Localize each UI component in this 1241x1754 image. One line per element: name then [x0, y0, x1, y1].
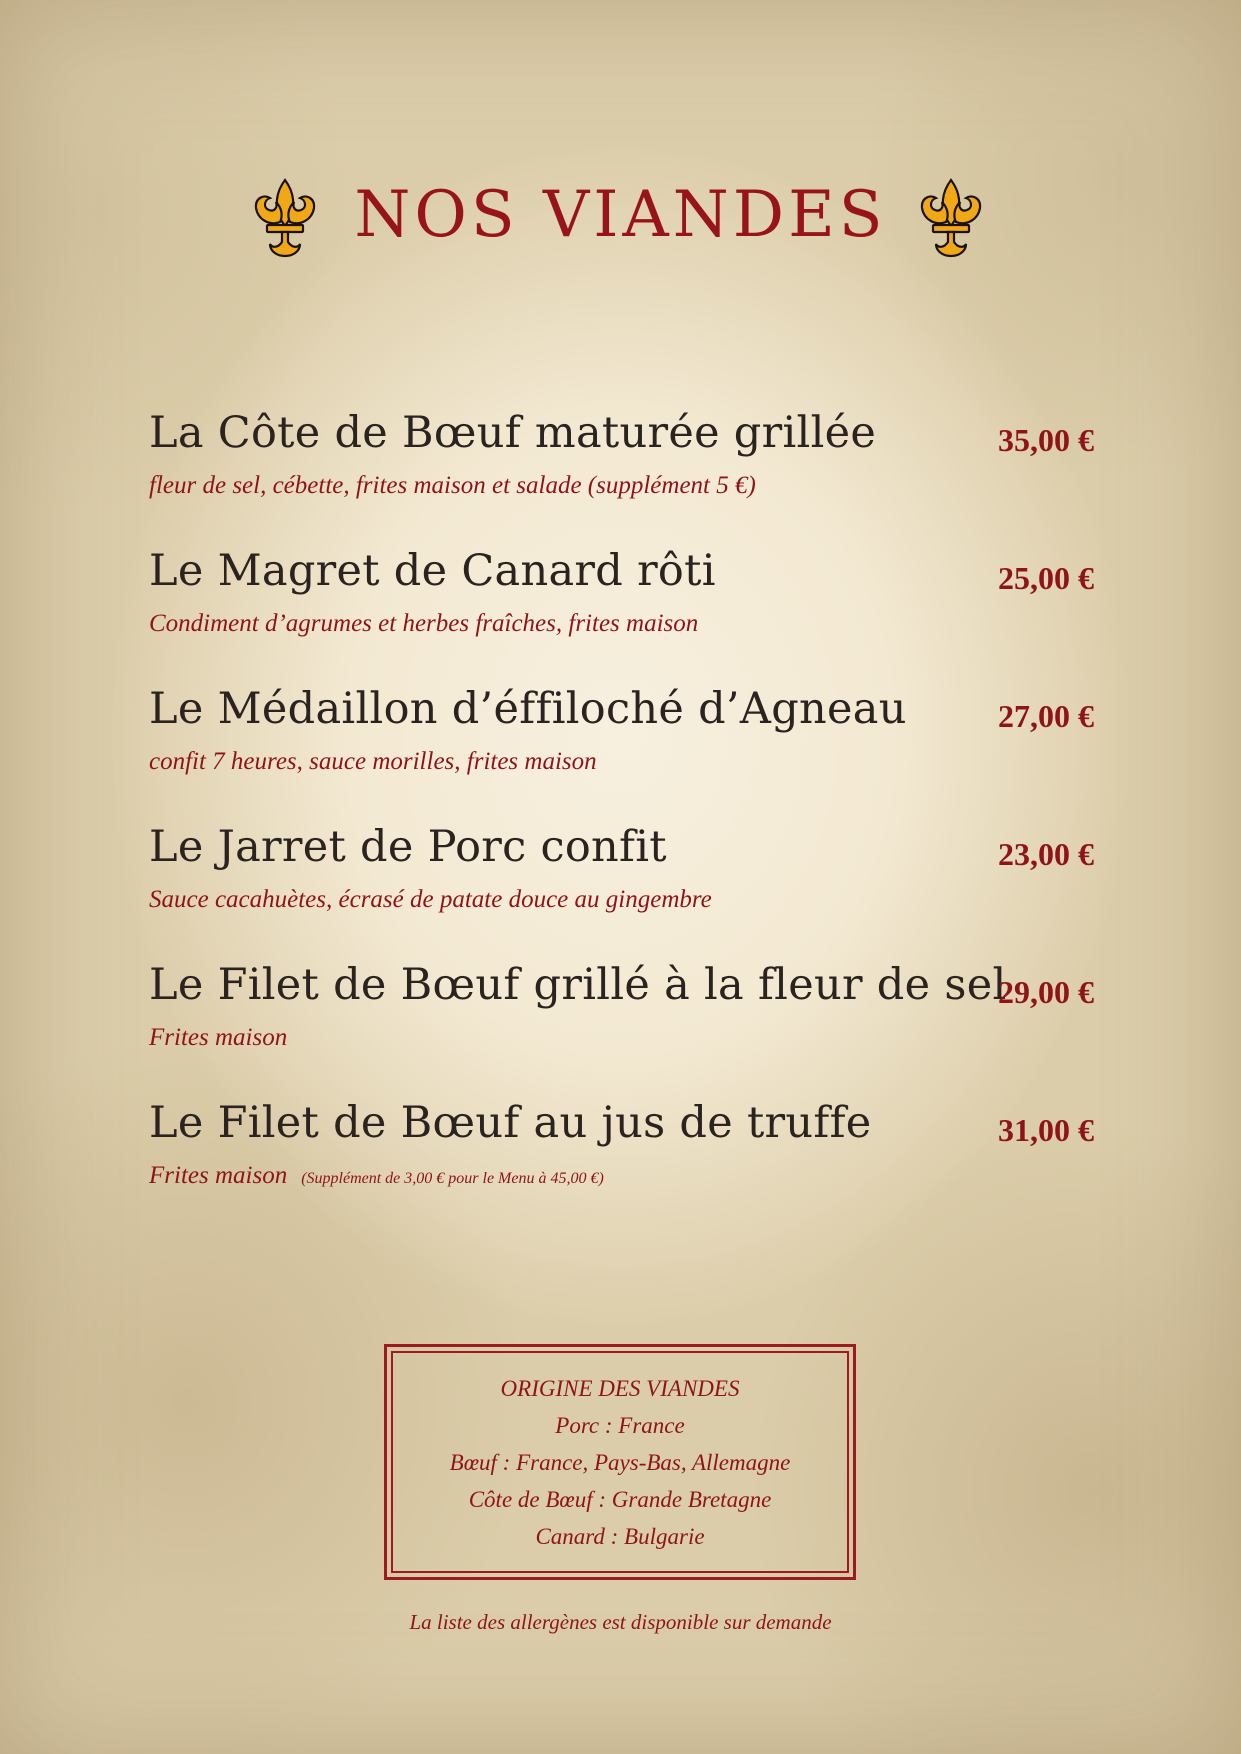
menu-item — [149, 822, 1094, 960]
item-description: fleur de sel, cébette, frites maison et salade (supplément 5 €) — [149, 472, 756, 499]
allergen-note: La liste des allergènes est disponible sur demande — [409, 1610, 832, 1634]
menu-items — [149, 408, 1094, 1236]
origin-line: Bœuf : France, Pays-Bas, Allemagne — [449, 1449, 791, 1475]
menu-item — [149, 546, 1094, 684]
item-name: Le Magret de Canard rôti — [149, 546, 716, 596]
fleur-de-lis-icon — [918, 176, 984, 260]
item-price: 35,00 € — [998, 422, 1094, 458]
item-price: 27,00 € — [998, 698, 1094, 734]
item-description: confit 7 heures, sauce morilles, frites maison — [149, 748, 597, 775]
item-name: Le Filet de Bœuf au jus de truffe — [149, 1098, 872, 1148]
meat-origin-inner — [391, 1351, 849, 1573]
origin-line: Porc : France — [555, 1412, 685, 1438]
item-description: Condiment d’agrumes et herbes fraîches, frites maison — [149, 610, 699, 637]
item-description: Frites maison (Supplément de 3,00 € pour le Menu à 45,00 €) — [149, 1162, 604, 1189]
item-price: 29,00 € — [998, 974, 1094, 1010]
item-description: Frites maison — [149, 1024, 288, 1051]
menu-item — [149, 1098, 1094, 1236]
menu-item — [149, 960, 1094, 1098]
origin-line: Côte de Bœuf : Grande Bretagne — [468, 1486, 772, 1512]
menu-header — [0, 168, 1241, 268]
origin-title: ORIGINE DES VIANDES — [500, 1375, 740, 1401]
item-description: Sauce cacahuètes, écrasé de patate douce au gingembre — [149, 886, 712, 913]
item-name: Le Médaillon d’éffiloché d’Agneau — [149, 684, 907, 734]
menu-item — [149, 684, 1094, 822]
item-name: La Côte de Bœuf maturée grillée — [149, 408, 877, 458]
item-price: 25,00 € — [998, 560, 1094, 596]
item-supplement-note: (Supplément de 3,00 € pour le Menu à 45,00 €) — [301, 1170, 604, 1187]
page-title: NOS VIANDES — [354, 178, 887, 252]
menu-item — [149, 408, 1094, 546]
meat-origin-box — [384, 1344, 856, 1580]
item-name: Le Jarret de Porc confit — [149, 822, 667, 872]
item-name: Le Filet de Bœuf grillé à la fleur de sel — [149, 960, 1007, 1010]
item-price: 31,00 € — [998, 1112, 1094, 1148]
origin-line: Canard : Bulgarie — [535, 1523, 705, 1549]
item-price: 23,00 € — [998, 836, 1094, 872]
